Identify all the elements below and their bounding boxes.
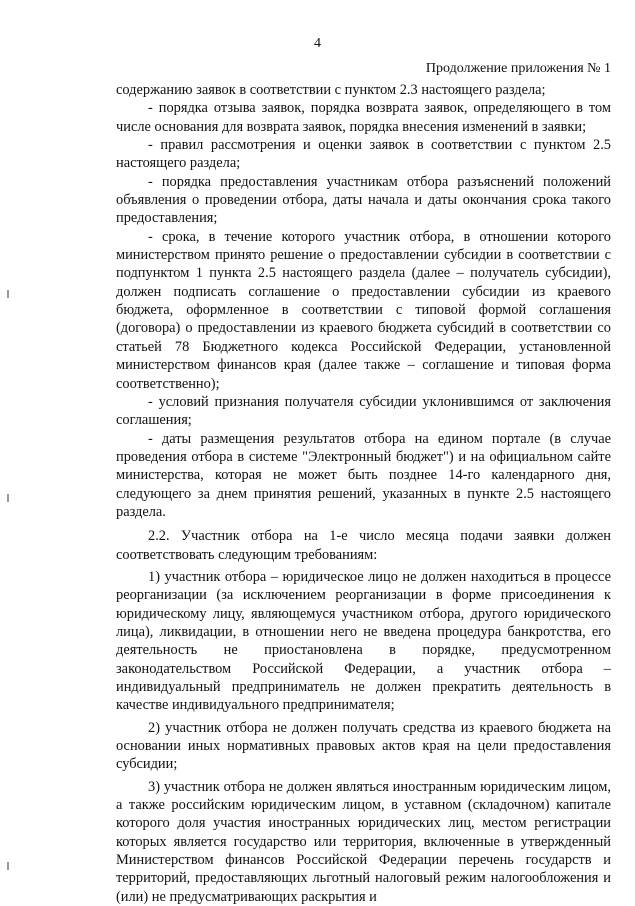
paragraph: 2.2. Участник отбора на 1-е число месяца подачи заявки должен соответствовать следующим требованиям: xyxy=(116,528,611,563)
paragraph: 3) участник отбора не должен являться иностранным юридическим лицом, а также российским юридическим лицом, в уставном (складочном) капитале которого доля участия иностранных юридических лиц, местом регистрации которых является государство или территория, включенные в утвержденный Министерством финансов Российской Федерации перечень государств и территорий, предоставляющих льготный налоговый режим налогообложения и (или) не предусматривающих раскрытия и xyxy=(116,778,611,905)
paragraph: 1) участник отбора – юридическое лицо не должен находиться в процессе реорганизации (за исключением реорганизации в форме присоединения к юридическому лицу, являющемуся участником отбора, другого юридического лица), ликвидации, в отношении него не введена процедура банкротства, его деятельность не приостановлена в порядке, предусмотренном законодательством Российской Федерации, а участник отбора – индивидуальный предприниматель не должен прекратить деятельность в качестве индивидуального предпринимателя; xyxy=(116,568,611,714)
paragraph: - порядка отзыва заявок, порядка возврата заявок, определяющего в том числе основания для возврата заявок, порядка внесения изменений в заявки; xyxy=(116,100,611,135)
paragraph: - условий признания получателя субсидии уклонившимся от заключения соглашения; xyxy=(116,393,611,429)
body-text xyxy=(116,81,611,906)
paragraph: 2) участник отбора не должен получать средства из краевого бюджета на основании иных нормативных правовых актов края на цели предоставления субсидии; xyxy=(116,719,611,773)
margin-mark xyxy=(7,290,9,298)
continuation-note: Продолжение приложения № 1 xyxy=(425,61,611,76)
paragraph: - даты размещения результатов отбора на едином портале (в случае проведения отбора в системе "Электронный бюджет") и на официальном сайте министерства, которая не может быть позднее 14-го календарного дня, следующего за днем принятия решений, указанных в пункте 2.5 настоящего раздела. xyxy=(116,430,611,520)
paragraph: - срока, в течение которого участник отбора, в отношении которого министерством принято решение о предоставлении субсидии в соответствии с подпунктом 1 пункта 2.5 настоящего раздела (далее – получатель субсидии), должен подписать соглашение о предоставлении субсидии из краевого бюджета, оформленное в соответствии с типовой формой соглашения (договора) о предоставлении из краевого бюджета субсидий в соответствии со статьей 78 Бюджетного кодекса Российской Федерации, установленной министерством финансов края (далее также – соглашение и типовая форма соответственно); xyxy=(116,228,611,392)
paragraph: содержанию заявок в соответствии с пунктом 2.3 настоящего раздела; xyxy=(116,82,546,98)
page-number: 4 xyxy=(314,36,321,51)
paragraph: - правил рассмотрения и оценки заявок в соответствии с пунктом 2.5 настоящего раздела; xyxy=(116,137,611,172)
margin-mark xyxy=(7,862,9,870)
paragraph: - порядка предоставления участникам отбора разъяснений положений объявления о проведении отбора, даты начала и даты окончания срока такого предоставления; xyxy=(116,173,611,227)
margin-mark xyxy=(7,494,9,502)
